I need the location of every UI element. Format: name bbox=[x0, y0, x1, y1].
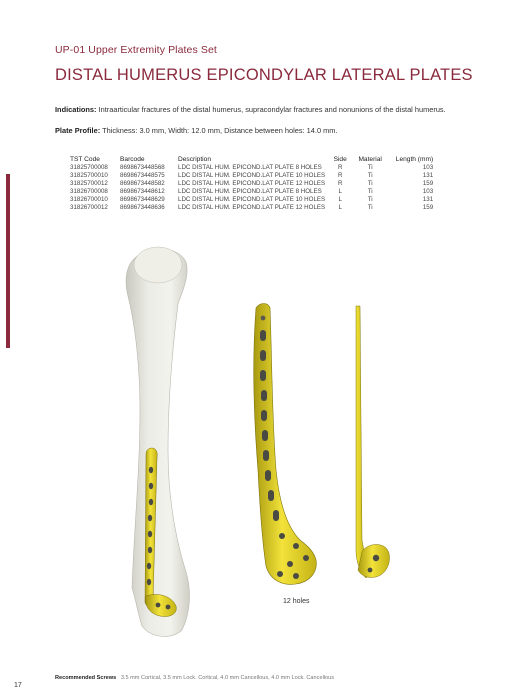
cell-material: Ti bbox=[367, 196, 373, 204]
cell-tst-code: 31826700008 bbox=[70, 188, 108, 196]
cell-barcode: 8698673448612 bbox=[120, 188, 165, 196]
plate-profile bbox=[55, 126, 337, 135]
header-material: Material bbox=[358, 156, 382, 163]
plate-side-view bbox=[356, 306, 389, 578]
cell-material: Ti bbox=[367, 204, 373, 212]
cell-material: Ti bbox=[367, 164, 373, 171]
cell-side: L bbox=[338, 188, 342, 196]
image-caption: 12 holes bbox=[283, 598, 310, 605]
table-row bbox=[70, 172, 433, 180]
cell-tst-code: 31826700012 bbox=[70, 204, 108, 212]
cell-description: LDC DISTAL HUM. EPICOND.LAT PLATE 10 HOLES bbox=[178, 172, 326, 180]
table-header-row bbox=[70, 156, 433, 164]
cell-side: R bbox=[337, 180, 343, 188]
cell-material: Ti bbox=[367, 180, 373, 188]
plate-profile-text: Thickness: 3.0 mm, Width: 12.0 mm, Distance between holes: 14.0 mm. bbox=[102, 126, 338, 135]
cell-length: 159 bbox=[422, 204, 434, 212]
cell-side: R bbox=[337, 164, 343, 171]
cell-barcode: 8698673448575 bbox=[120, 172, 165, 180]
indications bbox=[55, 105, 446, 114]
cell-tst-code: 31825700012 bbox=[70, 180, 108, 188]
cell-length: 159 bbox=[422, 180, 434, 188]
cell-length: 131 bbox=[422, 172, 434, 180]
plate-profile-label: Plate Profile: bbox=[55, 126, 101, 135]
cell-description: LDC DISTAL HUM. EPICOND.LAT PLATE 10 HOLES bbox=[178, 196, 326, 204]
cell-tst-code: 31825700008 bbox=[70, 164, 108, 171]
cell-barcode: 8698673448629 bbox=[120, 196, 165, 204]
table-row bbox=[70, 164, 433, 172]
table-row bbox=[70, 204, 433, 212]
cell-tst-code: 31826700010 bbox=[70, 196, 108, 204]
table-row bbox=[70, 180, 433, 188]
cell-barcode: 8698673448568 bbox=[120, 164, 165, 171]
cell-description: LDC DISTAL HUM. EPICOND.LAT PLATE 8 HOLES bbox=[178, 188, 322, 196]
cell-side: L bbox=[338, 196, 342, 204]
cell-side: R bbox=[337, 172, 343, 180]
recommended-screws-text: 3.5 mm Cortical, 3.5 mm Lock. Cortical, 4.0 mm Cancellous, 4.0 mm Lock. Cancellous bbox=[120, 675, 335, 681]
cell-material: Ti bbox=[367, 188, 373, 196]
humerus-bone bbox=[126, 247, 189, 636]
table-row bbox=[70, 196, 433, 204]
product-table bbox=[70, 156, 433, 213]
page-title: DISTAL HUMERUS EPICONDYLAR LATERAL PLATES bbox=[55, 66, 473, 84]
implant-illustration bbox=[0, 240, 508, 660]
cell-material: Ti bbox=[367, 172, 373, 180]
cell-length: 103 bbox=[422, 188, 434, 196]
recommended-screws-label: Recommended Screws bbox=[55, 675, 117, 681]
header-barcode: Barcode bbox=[120, 156, 145, 163]
header-description: Description bbox=[178, 156, 211, 163]
plate-front-view bbox=[254, 304, 316, 585]
cell-length: 131 bbox=[422, 196, 434, 204]
recommended-screws bbox=[55, 675, 334, 681]
cell-length: 103 bbox=[422, 164, 434, 171]
cell-barcode: 8698673448636 bbox=[120, 204, 165, 212]
cell-description: LDC DISTAL HUM. EPICOND.LAT PLATE 8 HOLES bbox=[178, 164, 322, 171]
page-number: 17 bbox=[14, 682, 22, 689]
cell-tst-code: 31825700010 bbox=[70, 172, 108, 180]
header-tst-code: TST Code bbox=[70, 156, 100, 163]
cell-description: LDC DISTAL HUM. EPICOND.LAT PLATE 12 HOLES bbox=[178, 204, 326, 212]
indications-label: Indications: bbox=[55, 105, 97, 114]
indications-text: Intraarticular fractures of the distal humerus, supracondylar fractures and nonunions of the distal humerus. bbox=[98, 105, 446, 114]
cell-description: LDC DISTAL HUM. EPICOND.LAT PLATE 12 HOLES bbox=[178, 180, 326, 188]
series-title: UP-01 Upper Extremity Plates Set bbox=[55, 44, 217, 56]
cell-side: L bbox=[338, 204, 342, 212]
cell-barcode: 8698673448582 bbox=[120, 180, 165, 188]
header-side: Side bbox=[333, 156, 347, 163]
header-length: Length (mm) bbox=[395, 156, 434, 163]
table-row bbox=[70, 188, 433, 196]
